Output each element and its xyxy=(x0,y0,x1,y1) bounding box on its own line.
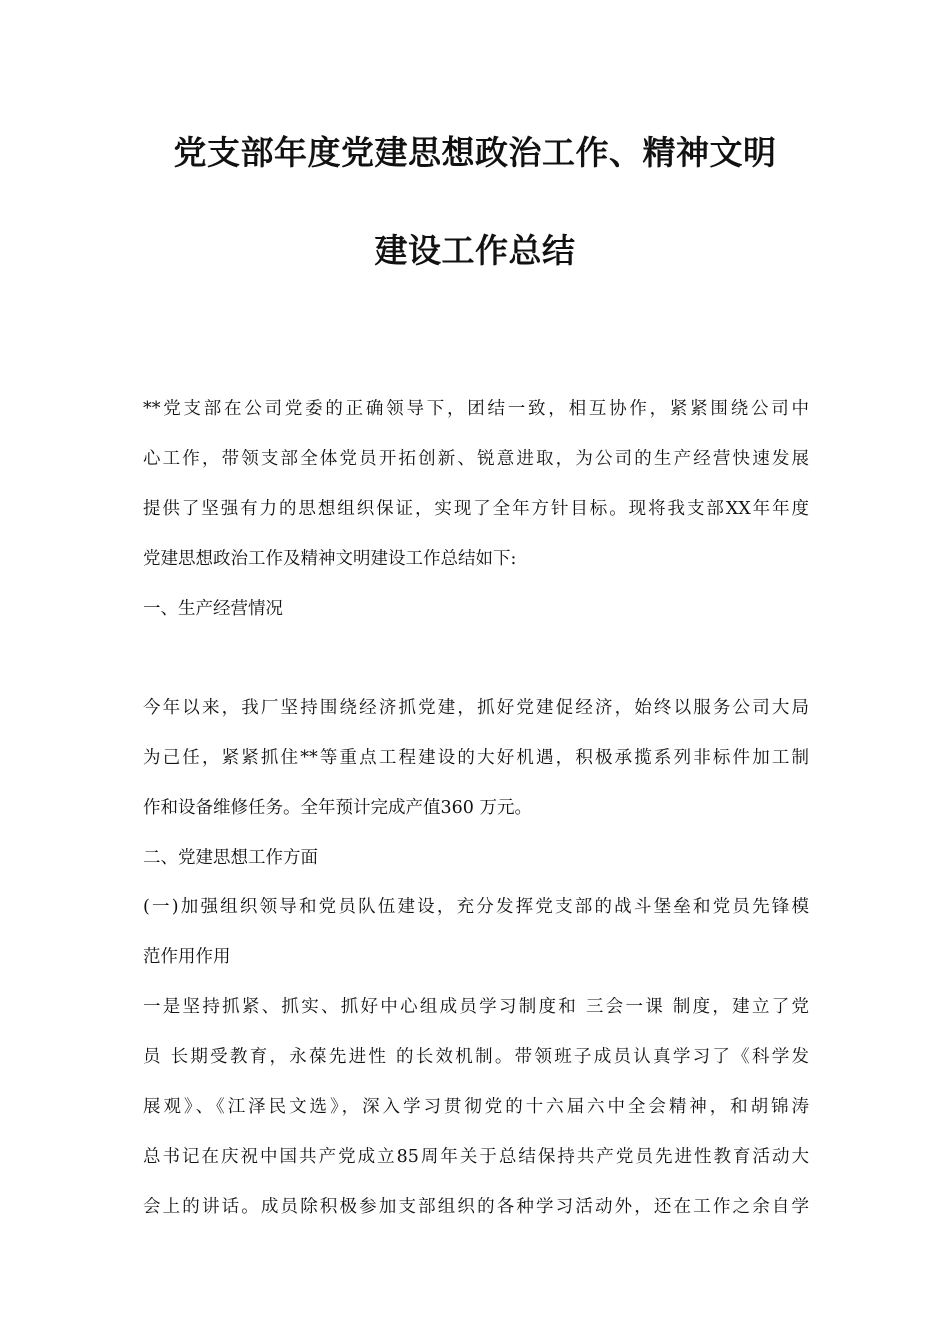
body-line-7: 为己任，紧紧抓住**等重点工程建设的大好机遇，积极承揽系列非标件加工制 xyxy=(143,748,809,768)
body-line-6: 今年以来，我厂坚持围绕经济抓党建，抓好党建促经济，始终以服务公司大局 xyxy=(143,698,809,718)
section-heading-1: 一、生产经营情况 xyxy=(143,599,283,619)
body-line-4: 党建思想政治工作及精神文明建设工作总结如下: xyxy=(143,549,517,569)
section-heading-2: 二、党建思想工作方面 xyxy=(143,848,318,868)
body-line-1: **党支部在公司党委的正确领导下，团结一致，相互协作，紧紧围绕公司中 xyxy=(143,399,809,419)
body-line-14: 展观》、《江泽民文选》，深入学习贯彻党的十六届六中全会精神，和胡锦涛 xyxy=(143,1097,809,1117)
body-line-13: 员 长期受教育，永葆先进性 的长效机制。带领班子成员认真学习了《科学发 xyxy=(143,1047,809,1067)
body-line-3: 提供了坚强有力的思想组织保证，实现了全年方针目标。现将我支部XX年年度 xyxy=(143,499,809,519)
body-line-8: 作和设备维修任务。全年预计完成产值360 万元。 xyxy=(143,798,532,818)
body-line-16: 会上的讲话。成员除积极参加支部组织的各种学习活动外，还在工作之余自学 xyxy=(143,1197,809,1217)
body-line-15: 总书记在庆祝中国共产党成立85周年关于总结保持共产党员先进性教育活动大 xyxy=(143,1147,809,1167)
body-line-12: 一是坚持抓紧、抓实、抓好中心组成员学习制度和 三会一课 制度，建立了党 xyxy=(143,997,809,1017)
subsection-heading-line-1: (一)加强组织领导和党员队伍建设，充分发挥党支部的战斗堡垒和党员先锋模 xyxy=(143,897,809,917)
subsection-heading-line-2: 范作用作用 xyxy=(143,947,231,967)
document-title-line-1: 党支部年度党建思想政治工作、精神文明 xyxy=(173,133,777,172)
body-line-2: 心工作，带领支部全体党员开拓创新、锐意进取，为公司的生产经营快速发展 xyxy=(143,449,809,469)
document-title-line-2: 建设工作总结 xyxy=(374,231,576,270)
